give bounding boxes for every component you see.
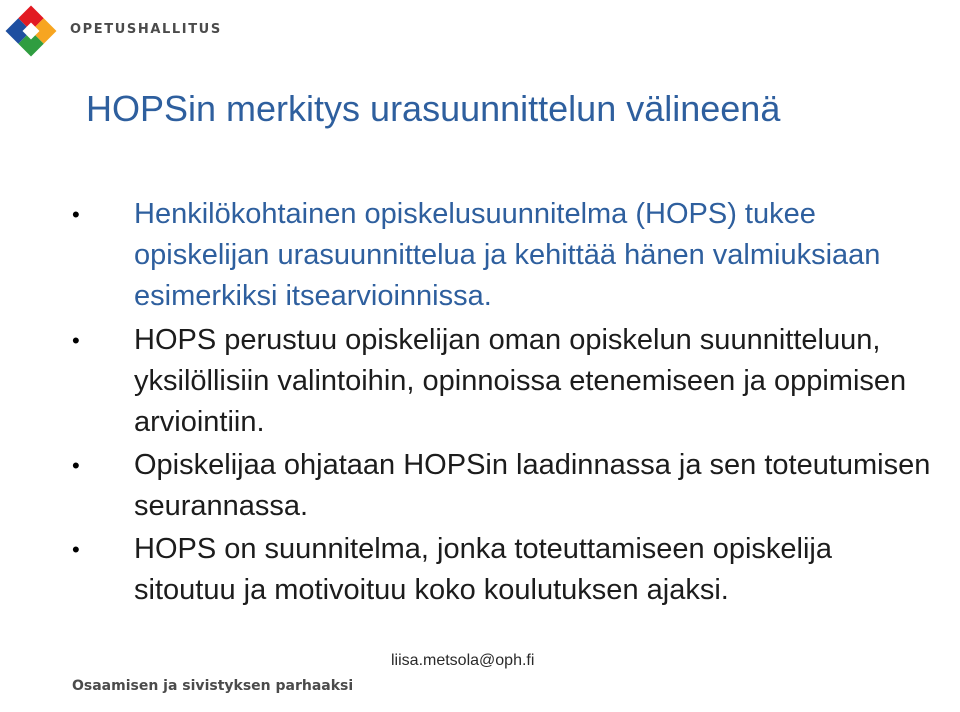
footer-slogan: Osaamisen ja sivistyksen parhaaksi [72, 678, 354, 694]
slide-title: HOPSin merkitys urasuunnittelun välineenä [86, 88, 781, 129]
bullet-item [58, 194, 938, 317]
bullet-dot-icon: • [72, 328, 80, 353]
bullet-dot-icon: • [72, 453, 80, 478]
bullet-item [58, 529, 938, 611]
bullet-list [58, 194, 938, 611]
bullet-item [58, 320, 938, 443]
contact-email: liisa.metsola@oph.fi [391, 652, 535, 669]
bullet-dot-icon: • [72, 202, 80, 227]
bullet-text: Henkilökohtainen opiskelusuunnitelma (HOPS) tukee opiskelijan urasuunnittelua ja kehittää hänen valmiuksiaan esimerkiksi itsearvioinnissa. [134, 198, 881, 312]
bullet-text: HOPS on suunnitelma, jonka toteuttamiseen opiskelija sitoutuu ja motivoituu koko koulutuksen ajaksi. [134, 533, 832, 606]
bullet-text: HOPS perustuu opiskelijan oman opiskelun suunnitteluun, yksilöllisiin valintoihin, opinnoissa etenemiseen ja oppimisen arviointiin. [134, 324, 907, 438]
opetushallitus-logo-icon [4, 4, 58, 58]
bullet-text: Opiskelijaa ohjataan HOPSin laadinnassa ja sen toteutumisen seurannassa. [134, 449, 931, 522]
bullet-item [58, 445, 938, 527]
brand-name: OPETUSHALLITUS [70, 22, 222, 37]
bullet-dot-icon: • [72, 537, 80, 562]
